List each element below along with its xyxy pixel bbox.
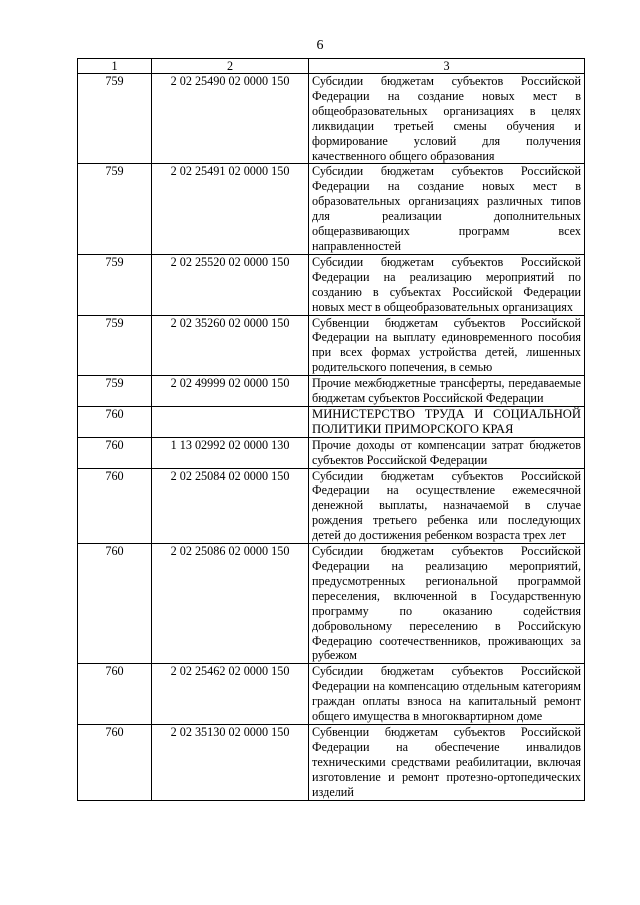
admin-code-cell: 759 — [78, 376, 152, 407]
description-cell: Субсидии бюджетам субъектов Российской Федерации на компенсацию отдельным категориям граждан оплаты взноса на капитальный ремонт общего имущества в многоквартирном доме — [309, 664, 585, 725]
admin-code-cell: 759 — [78, 164, 152, 254]
description-cell: Субсидии бюджетам субъектов Российской Федерации на реализацию мероприятий по созданию в субъектах Российской Федерации новых мест в общеобразовательных организациях — [309, 254, 585, 315]
budget-code-cell: 2 02 35260 02 0000 150 — [152, 315, 309, 376]
budget-code-cell: 2 02 25520 02 0000 150 — [152, 254, 309, 315]
table-header-row — [78, 59, 585, 74]
table-row — [78, 315, 585, 376]
page-number: 6 — [316, 38, 324, 53]
description-cell: Субсидии бюджетам субъектов Российской Федерации на создание новых мест в образовательных организациях различных типов для реализации дополнительных общеразвивающих программ всех направленностей — [309, 164, 585, 254]
budget-code-cell: 2 02 25084 02 0000 150 — [152, 468, 309, 544]
table-row — [78, 724, 585, 800]
budget-code-cell: 2 02 49999 02 0000 150 — [152, 376, 309, 407]
description-cell: Субвенции бюджетам субъектов Российской Федерации на выплату единовременного пособия при всех формах устройства детей, лишенных родительского попечения, в семью — [309, 315, 585, 376]
budget-code-cell: 2 02 25491 02 0000 150 — [152, 164, 309, 254]
ministry-heading-cell: МИНИСТЕРСТВО ТРУДА И СОЦИАЛЬНОЙ ПОЛИТИКИ ПРИМОРСКОГО КРАЯ — [309, 406, 585, 437]
table-row — [78, 544, 585, 664]
table-row — [78, 406, 585, 437]
description-cell: Субсидии бюджетам субъектов Российской Федерации на создание новых мест в общеобразовательных организациях в целях ликвидации третьей смены обучения и формирование условий для получения качественного общего образования — [309, 74, 585, 164]
budget-code-cell: 2 02 25462 02 0000 150 — [152, 664, 309, 725]
table-row — [78, 376, 585, 407]
table-row — [78, 164, 585, 254]
admin-code-cell: 760 — [78, 544, 152, 664]
description-cell: Прочие межбюджетные трансферты, передаваемые бюджетам субъектов Российской Федерации — [309, 376, 585, 407]
table-row — [78, 254, 585, 315]
admin-code-cell: 759 — [78, 315, 152, 376]
admin-code-cell: 760 — [78, 406, 152, 437]
description-cell: Субсидии бюджетам субъектов Российской Федерации на реализацию мероприятий, предусмотренных региональной программой переселения, включенной в Государственную программу по оказанию содействия добровольному переселению в Российскую Федерацию соотечественников, проживающих за рубежом — [309, 544, 585, 664]
admin-code-cell: 760 — [78, 664, 152, 725]
description-cell: Субвенции бюджетам субъектов Российской Федерации на обеспечение инвалидов техническими средствами реабилитации, включая изготовление и ремонт протезно-ортопедических изделий — [309, 724, 585, 800]
description-cell: Прочие доходы от компенсации затрат бюджетов субъектов Российской Федерации — [309, 437, 585, 468]
table-row — [78, 437, 585, 468]
budget-code-cell: 2 02 25490 02 0000 150 — [152, 74, 309, 164]
table-row — [78, 468, 585, 544]
budget-code-cell: 1 13 02992 02 0000 130 — [152, 437, 309, 468]
budget-code-cell: 2 02 25086 02 0000 150 — [152, 544, 309, 664]
admin-code-cell: 760 — [78, 468, 152, 544]
description-cell: Субсидии бюджетам субъектов Российской Федерации на осуществление ежемесячной денежной выплаты, назначаемой в случае рождения третьего ребенка или последующих детей до достижения ребенком возраста трех лет — [309, 468, 585, 544]
admin-code-cell: 759 — [78, 74, 152, 164]
budget-code-cell: 2 02 35130 02 0000 150 — [152, 724, 309, 800]
budget-code-cell — [152, 406, 309, 437]
header-col-1: 1 — [78, 59, 152, 74]
header-col-2: 2 — [152, 59, 309, 74]
admin-code-cell: 760 — [78, 724, 152, 800]
revenue-codes-table — [77, 58, 585, 801]
table-row — [78, 74, 585, 164]
admin-code-cell: 759 — [78, 254, 152, 315]
table-row — [78, 664, 585, 725]
header-col-3: 3 — [309, 59, 585, 74]
admin-code-cell: 760 — [78, 437, 152, 468]
